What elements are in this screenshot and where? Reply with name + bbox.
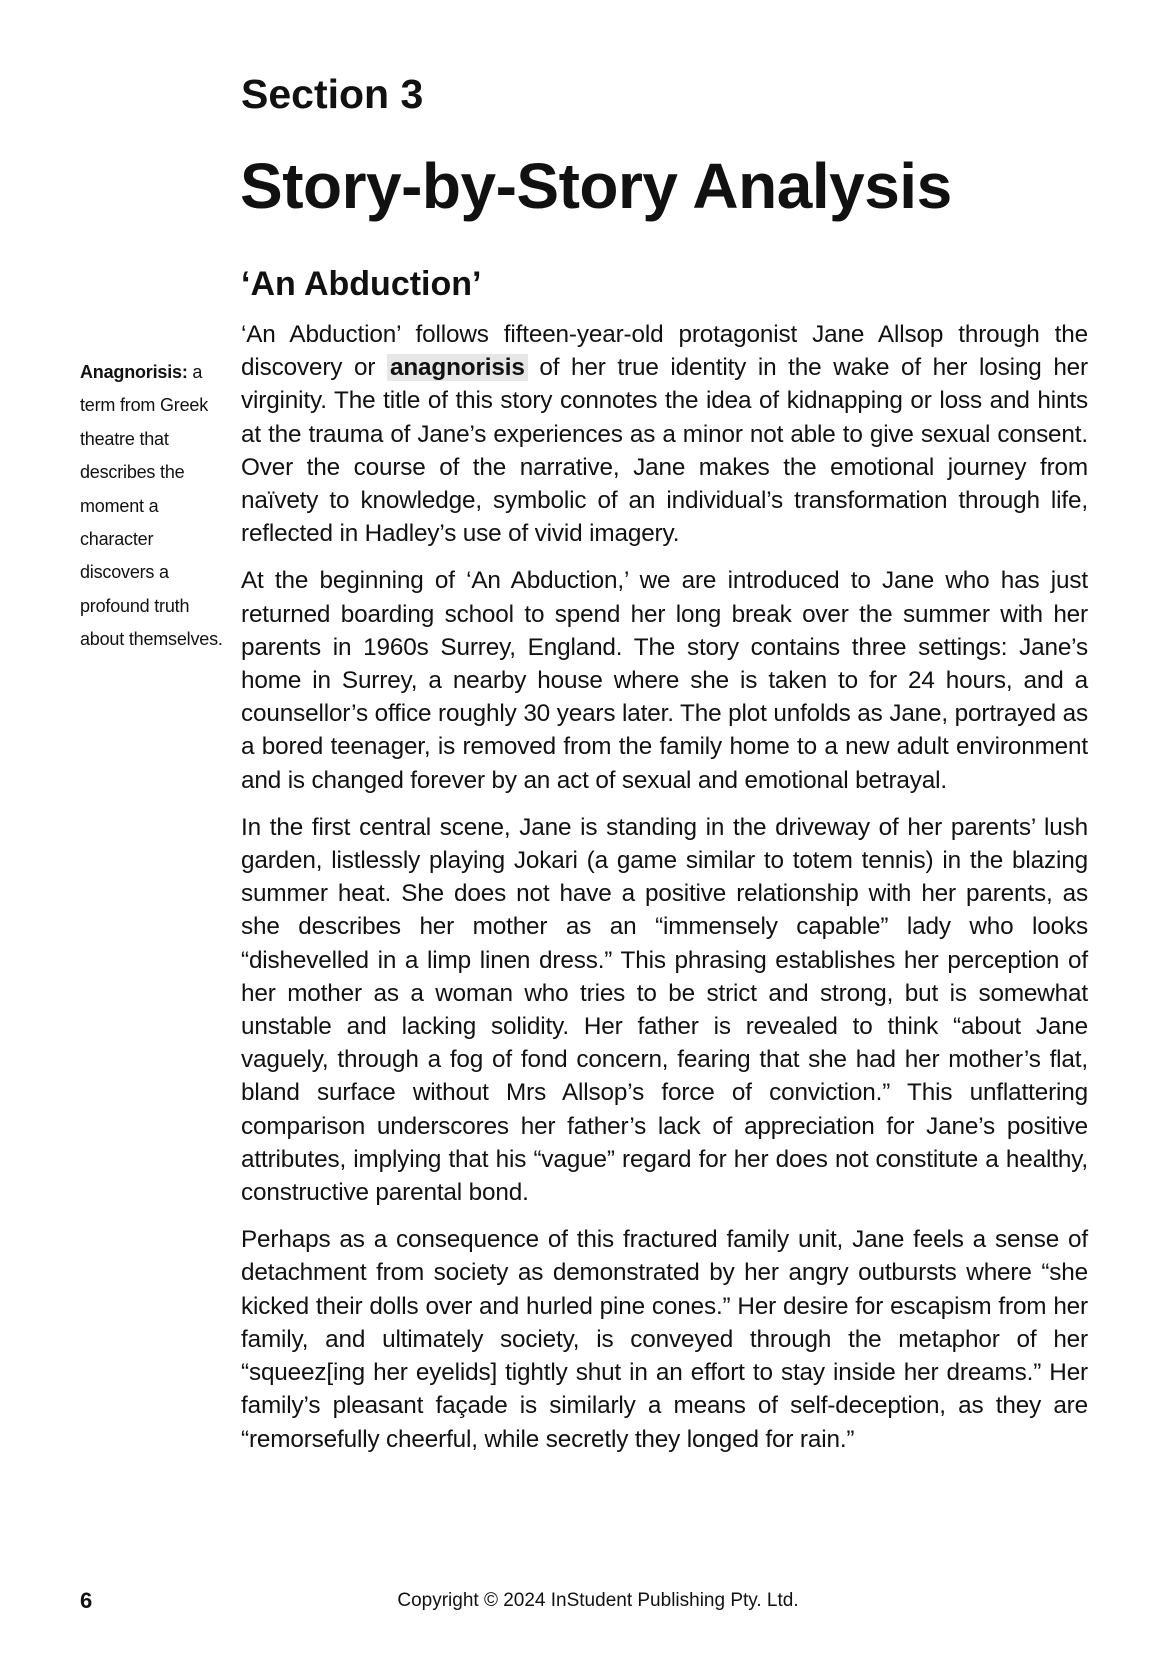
- sidebar-definition-text: a term from Greek theatre that describes the moment a character discovers a profound truth about themselves.: [80, 362, 223, 650]
- sidebar-definition: [80, 356, 226, 657]
- paragraph-1: [241, 318, 1088, 550]
- paragraph-2: At the beginning of ‘An Abduction,’ we are introduced to Jane who has just returned boarding school to spend her long break over the summer with her parents in 1960s Surrey, England. The story contains three settings: Jane’s home in Surrey, a nearby house where she is taken to for 24 hours, and a counsellor’s office roughly 30 years later. The plot unfolds as Jane, portrayed as a bored teenager, is removed from the family home to a new adult environment and is changed forever by an act of sexual and emotional betrayal.: [241, 567, 1088, 794]
- copyright-notice: Copyright © 2024 InStudent Publishing Pty. Ltd.: [397, 1590, 799, 1611]
- story-heading: ‘An Abduction’: [241, 265, 482, 303]
- body-text: [241, 318, 1088, 1470]
- highlighted-term: anagnorisis: [387, 354, 528, 381]
- paragraph-1-start: ‘An Abduction’ follows fifteen-year-old protagonist Jane Allsop through the discovery or: [241, 321, 1088, 382]
- paragraph-1-end: of her true identity in the wake of her losing her virginity. The title of this story connotes the idea of kidnapping or loss and hints at the trauma of Jane’s experiences as a minor not able to give sexual consent. Over the course of the narrative, Jane makes the emotional journey from naïvety to knowledge, symbolic of an individual’s transformation through life, reflected in Hadley’s use of vivid imagery.: [241, 354, 1088, 548]
- section-label: Section 3: [241, 71, 424, 117]
- paragraph-3: In the first central scene, Jane is standing in the driveway of her parents’ lush garden, listlessly playing Jokari (a game similar to totem tennis) in the blazing summer heat. She does not have a positive relationship with her parents, as she describes her mother as an “immensely capable” lady who looks “dishevelled in a limp linen dress.” This phrasing establishes her perception of her mother as a woman who tries to be strict and strong, but is somewhat unstable and lacking solidity. Her father is revealed to think “about Jane vaguely, through a fog of fond concern, fearing that she had her mother’s flat, bland surface without Mrs Allsop’s force of conviction.” This unflattering comparison underscores her father’s lack of appreciation for Jane’s positive attributes, implying that his “vague” regard for her does not constitute a healthy, constructive parental bond.: [241, 813, 1088, 1207]
- page-title: Story-by-Story Analysis: [240, 150, 952, 222]
- sidebar-term: Anagnorisis:: [80, 362, 188, 382]
- page-number: 6: [80, 1588, 93, 1613]
- paragraph-4: Perhaps as a consequence of this fractured family unit, Jane feels a sense of detachment from society as demonstrated by her angry outbursts where “she kicked their dolls over and hurled pine cones.” Her desire for escapism from her family, and ultimately society, is conveyed through the metaphor of her “squeez[ing her eyelids] tightly shut in an effort to stay inside her dreams.” Her family’s pleasant façade is similarly a means of self-deception, as they are “remorsefully cheerful, while secretly they longed for rain.”: [241, 1226, 1088, 1453]
